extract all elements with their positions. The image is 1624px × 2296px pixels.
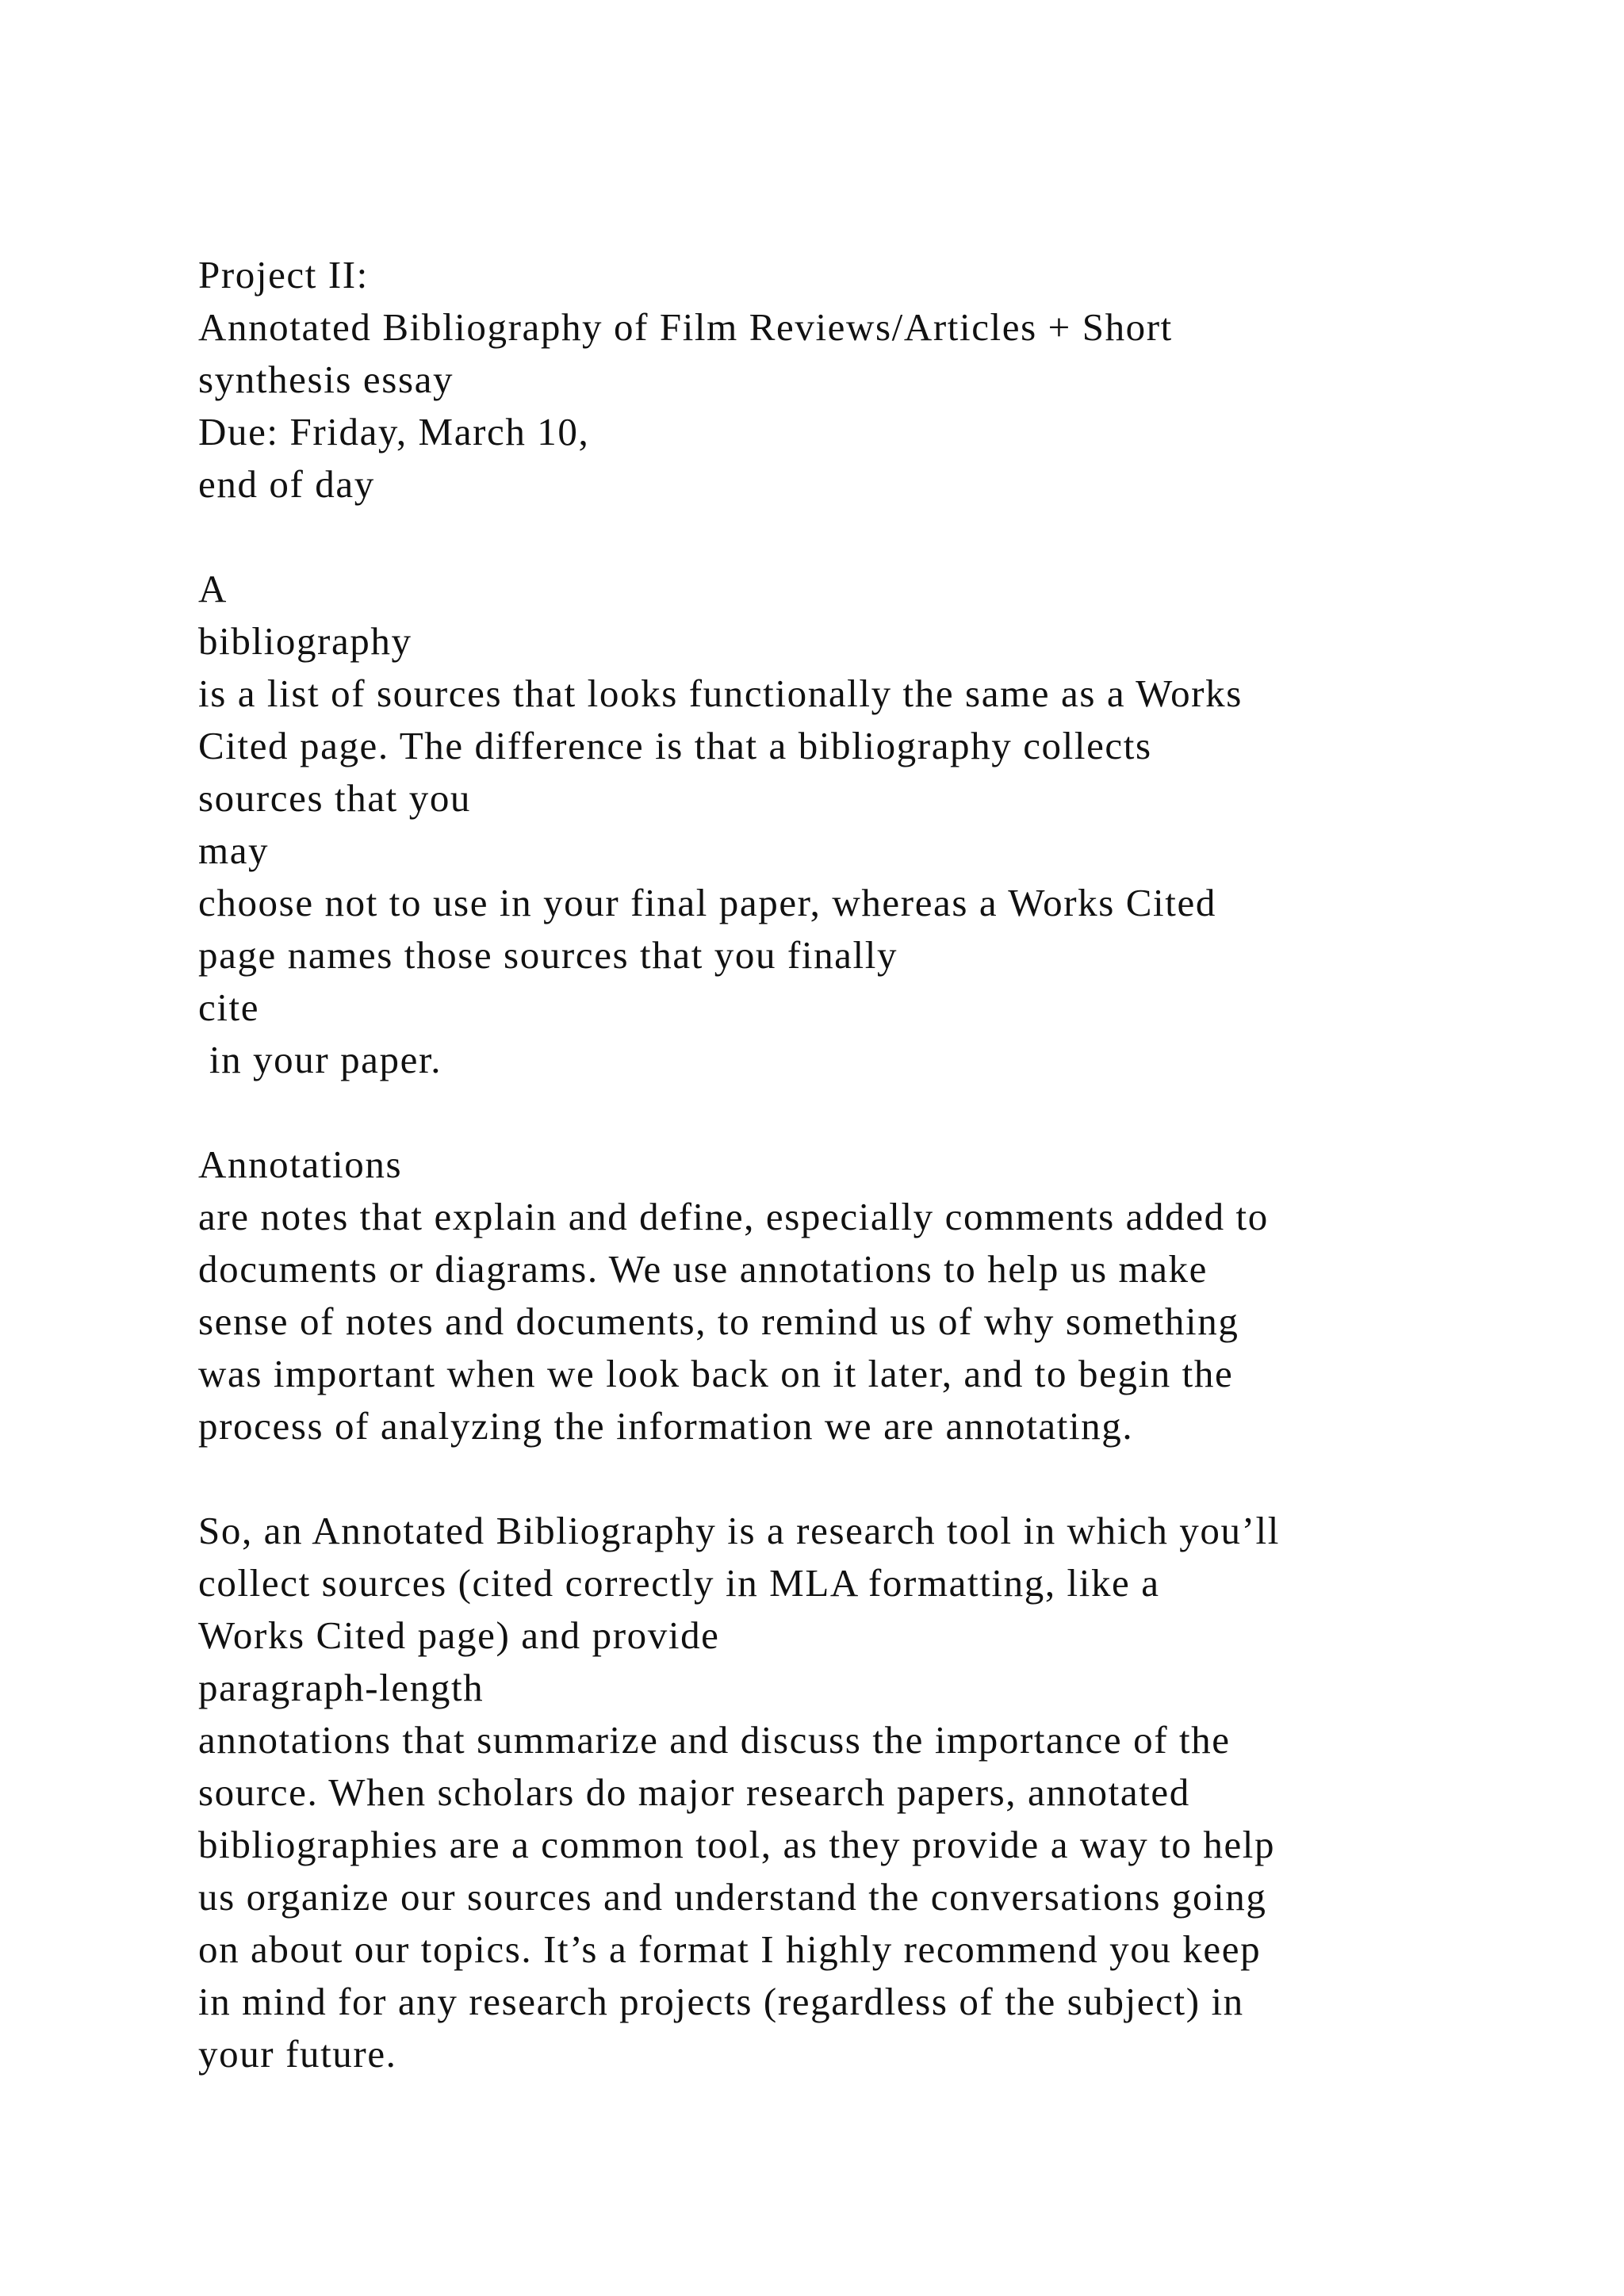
text-line: page names those sources that you finally: [198, 933, 898, 977]
text-line: Works Cited page) and provide: [198, 1613, 720, 1657]
text-line: in your paper.: [198, 1038, 442, 1081]
text-line: your future.: [198, 2032, 397, 2076]
text-line: Cited page. The difference is that a bibliography collects: [198, 724, 1152, 767]
text-line: source. When scholars do major research papers, annotated: [198, 1770, 1190, 1814]
paragraph-annotated-bibliography: [198, 1505, 1546, 2080]
text-line: A: [198, 567, 228, 610]
paragraph-spacer: [198, 511, 1546, 563]
paragraph-bibliography: [198, 563, 1546, 1086]
text-line: cite: [198, 985, 260, 1029]
text-line: Annotations: [198, 1142, 403, 1186]
text-line: are notes that explain and define, especially comments added to: [198, 1195, 1269, 1238]
text-line: collect sources (cited correctly in MLA formatting, like a: [198, 1561, 1160, 1605]
text-line: bibliography: [198, 619, 412, 663]
text-line: on about our topics. It’s a format I highly recommend you keep: [198, 1927, 1262, 1971]
project-subtitle-line-2: synthesis essay: [198, 358, 454, 401]
due-date-line-1: Due: Friday, March 10,: [198, 410, 590, 453]
due-date-line-2: end of day: [198, 462, 375, 506]
text-line: choose not to use in your final paper, whereas a Works Cited: [198, 881, 1216, 924]
text-line: may: [198, 828, 270, 872]
text-line: annotations that summarize and discuss the importance of the: [198, 1718, 1231, 1762]
text-line: process of analyzing the information we are annotating.: [198, 1404, 1134, 1448]
paragraph-spacer: [198, 1086, 1546, 1138]
text-line: bibliographies are a common tool, as they provide a way to help: [198, 1823, 1276, 1866]
text-line: in mind for any research projects (regardless of the subject) in: [198, 1980, 1244, 2023]
project-subtitle-line-1: Annotated Bibliography of Film Reviews/Articles + Short: [198, 305, 1173, 349]
text-line: us organize our sources and understand the conversations going: [198, 1875, 1267, 1919]
text-line: So, an Annotated Bibliography is a research tool in which you’ll: [198, 1509, 1280, 1552]
assignment-header: [198, 249, 1546, 511]
document-body: [198, 249, 1546, 2080]
text-line: paragraph-length: [198, 1666, 485, 1709]
text-line: sense of notes and documents, to remind us of why something: [198, 1299, 1239, 1343]
paragraph-spacer: [198, 1452, 1546, 1505]
text-line: is a list of sources that looks functionally the same as a Works: [198, 672, 1243, 715]
text-line: documents or diagrams. We use annotations to help us make: [198, 1247, 1208, 1291]
paragraph-annotations: [198, 1138, 1546, 1452]
project-title: Project II:: [198, 253, 369, 297]
text-line: sources that you: [198, 776, 472, 820]
text-line: was important when we look back on it later, and to begin the: [198, 1352, 1234, 1395]
